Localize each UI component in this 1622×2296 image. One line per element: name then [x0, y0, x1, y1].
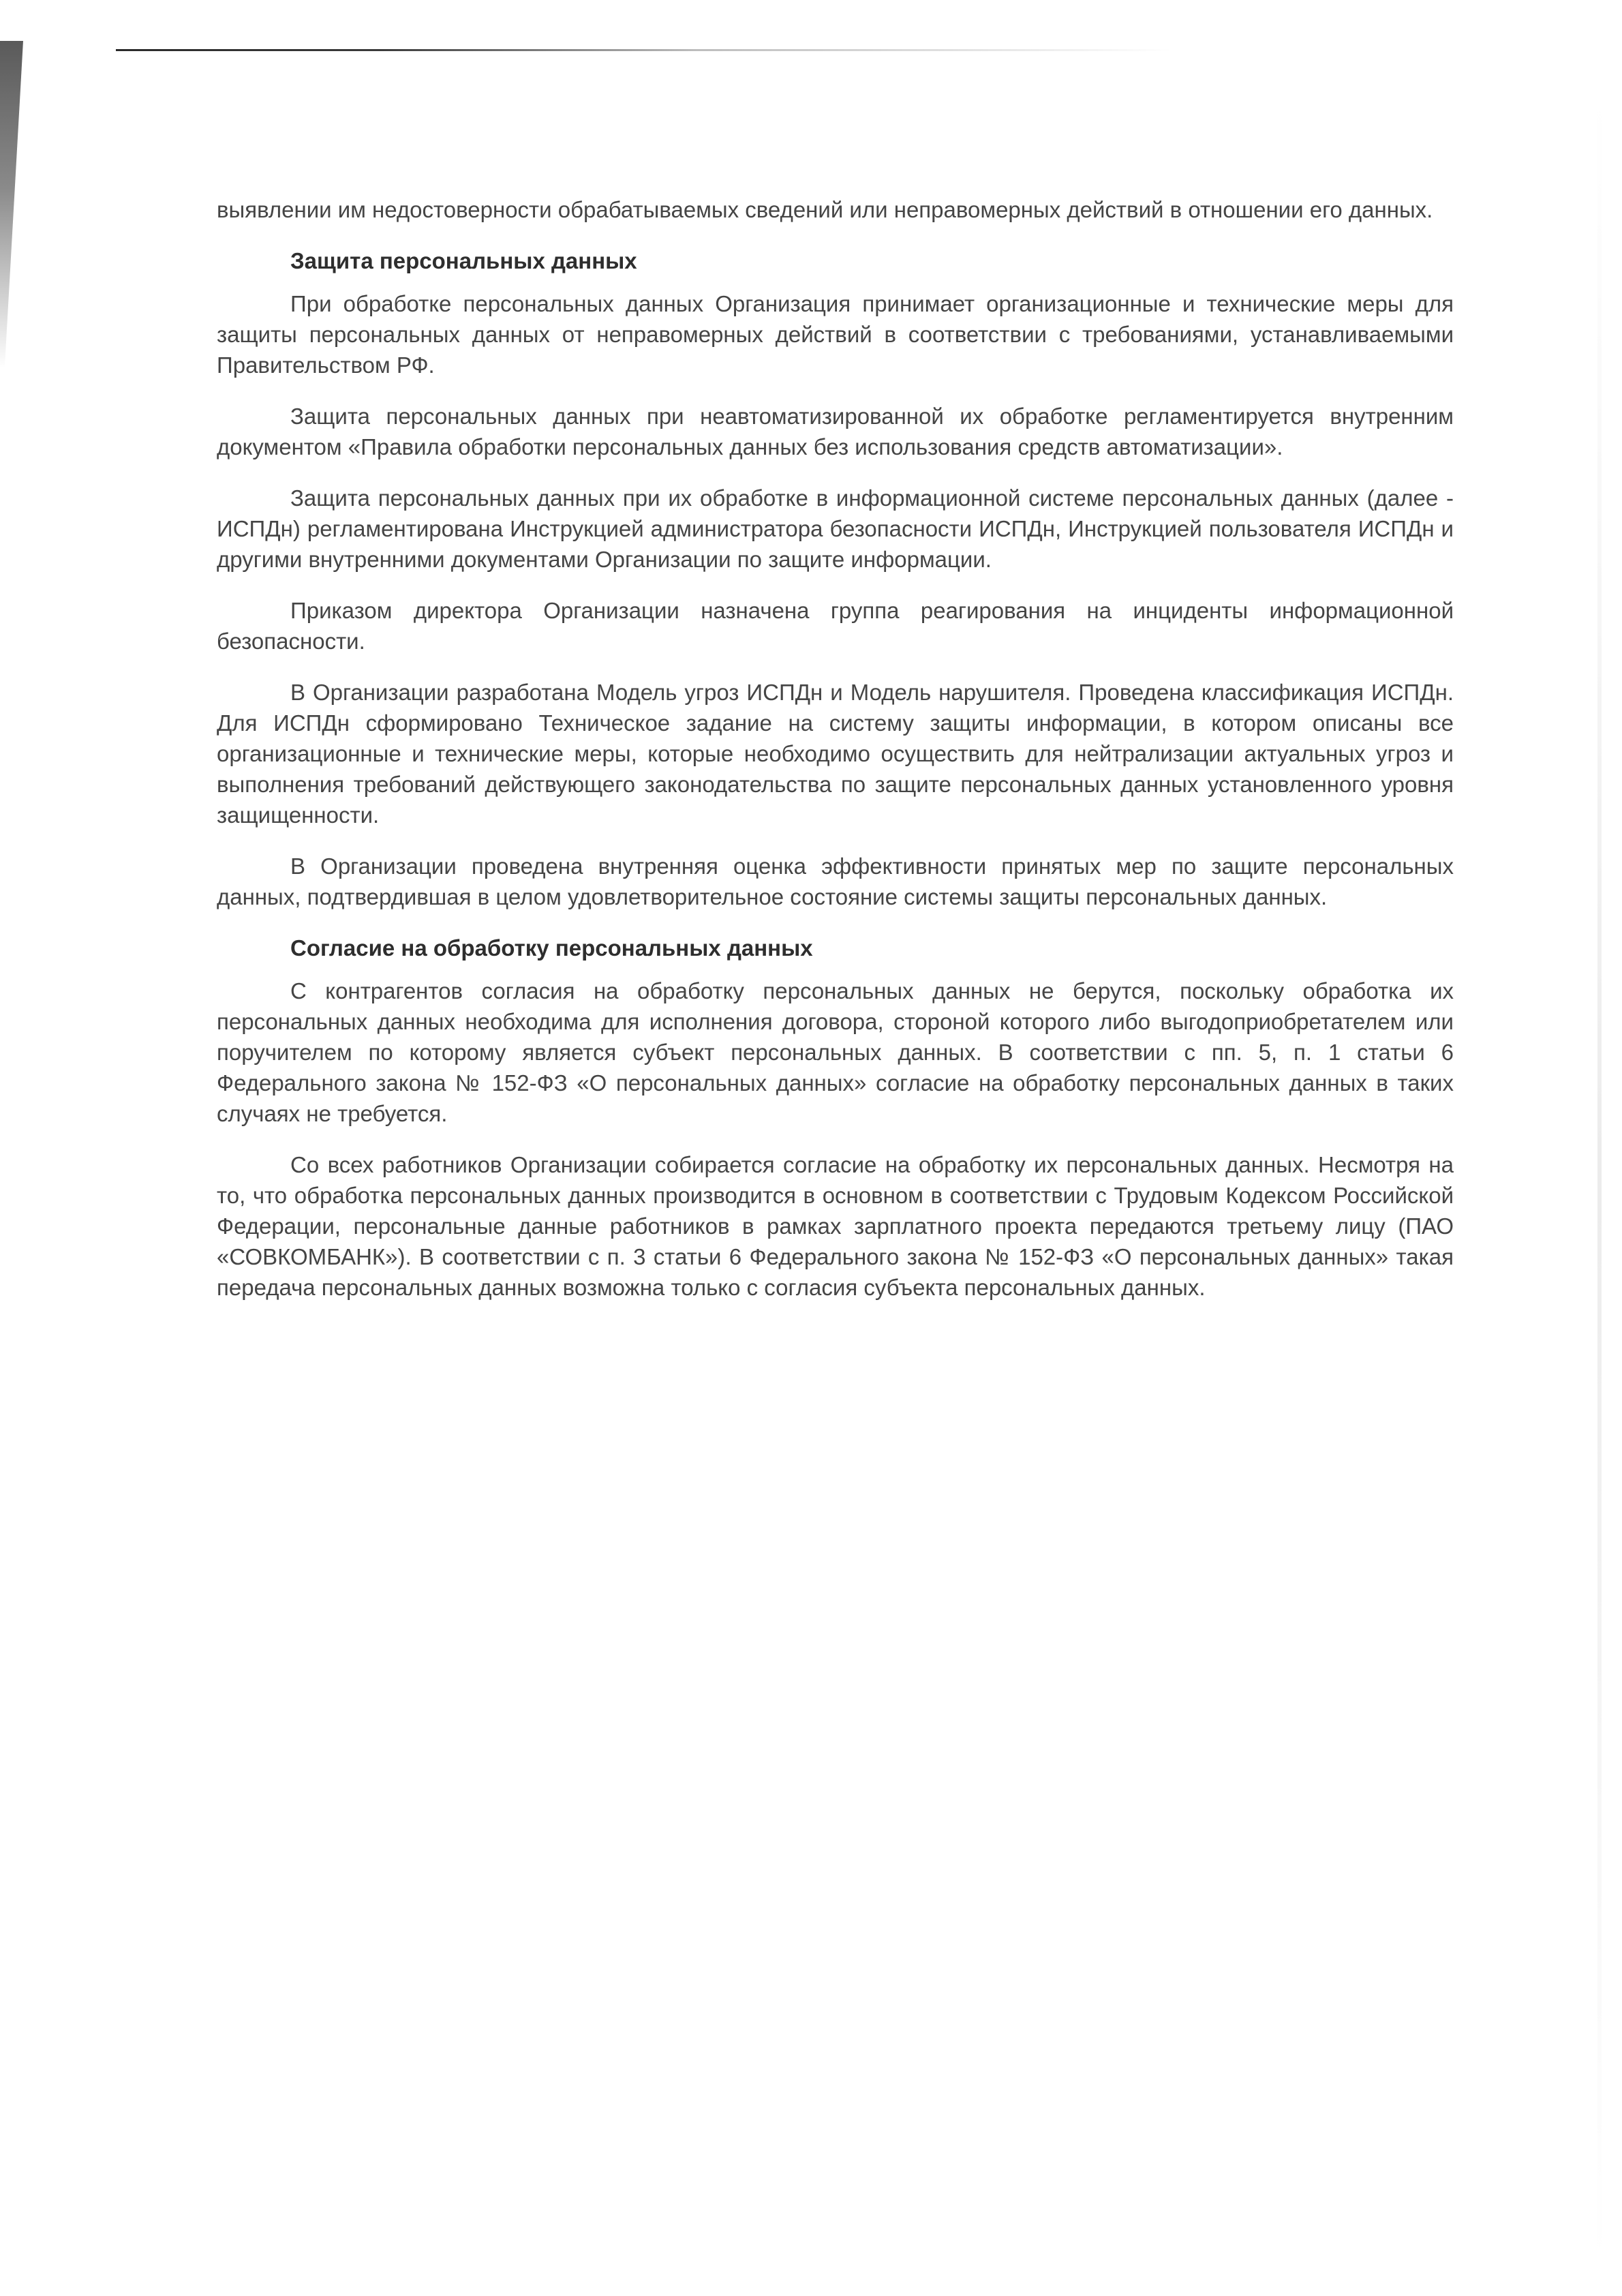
scan-right-edge: [1597, 95, 1602, 2263]
document-page: [217, 194, 1454, 1323]
scan-left-shadow: [0, 41, 23, 368]
paragraph: Со всех работников Организации собирается согласие на обработку их персональных данных. Несмотря на то, что обработка персональных данных производится в основном в соответствии с Трудовым Кодексом Российской Федерации, персональные данные работников в рамках зарплатного проекта передаются третьему лицу (ПАО «СОВКОМБАНК»). В соответствии с п. 3 статьи 6 Федерального закона № 152-ФЗ «О персональных данных» такая передача персональных данных возможна только с согласия субъекта персональных данных.: [217, 1152, 1454, 1300]
section-heading: Согласие на обработку персональных данных: [290, 935, 813, 961]
paragraph: Защита персональных данных при неавтоматизированной их обработке регламентируется внутренним документом «Правила обработки персональных данных без использования средств автоматизации».: [217, 404, 1454, 459]
paragraph: При обработке персональных данных Организация принимает организационные и технические меры для защиты персональных данных от неправомерных действий в соответствии с требованиями, устанавливаемыми Правительством РФ.: [217, 291, 1454, 378]
paragraph: Защита персональных данных при их обработке в информационной системе персональных данных (далее - ИСПДн) регламентирована Инструкцией администратора безопасности ИСПДн, Инструкцией пользователя ИСПДн и другими внутренними документами Организации по защите информации.: [217, 485, 1454, 572]
paragraph: В Организации разработана Модель угроз ИСПДн и Модель нарушителя. Проведена классификация ИСПДн. Для ИСПДн сформировано Техническое задание на систему защиты информации, в котором описаны все организационные и технические меры, которые необходимо осуществить для нейтрализации актуальных угроз и выполнения требований действующего законодательства по защите персональных данных установленного уровня защищенности.: [217, 680, 1454, 828]
section-protection: [217, 245, 1454, 912]
scan-top-edge-line: [116, 49, 1172, 51]
section-consent: [217, 933, 1454, 1303]
paragraph: С контрагентов согласия на обработку персональных данных не берутся, поскольку обработка их персональных данных необходима для исполнения договора, стороной которого либо выгодоприобретателем или поручителем по которому является субъект персональных данных. В соответствии с пп. 5, п. 1 статьи 6 Федерального закона № 152-ФЗ «О персональных данных» согласие на обработку персональных данных в таких случаях не требуется.: [217, 978, 1454, 1126]
paragraph: Приказом директора Организации назначена группа реагирования на инциденты информационной безопасности.: [217, 598, 1454, 654]
paragraph: В Организации проведена внутренняя оценка эффективности принятых мер по защите персональных данных, подтвердившая в целом удовлетворительное состояние системы защиты персональных данных.: [217, 854, 1454, 909]
section-heading: Защита персональных данных: [290, 248, 637, 273]
intro-paragraph: выявлении им недостоверности обрабатываемых сведений или неправомерных действий в отношении его данных.: [217, 197, 1433, 222]
